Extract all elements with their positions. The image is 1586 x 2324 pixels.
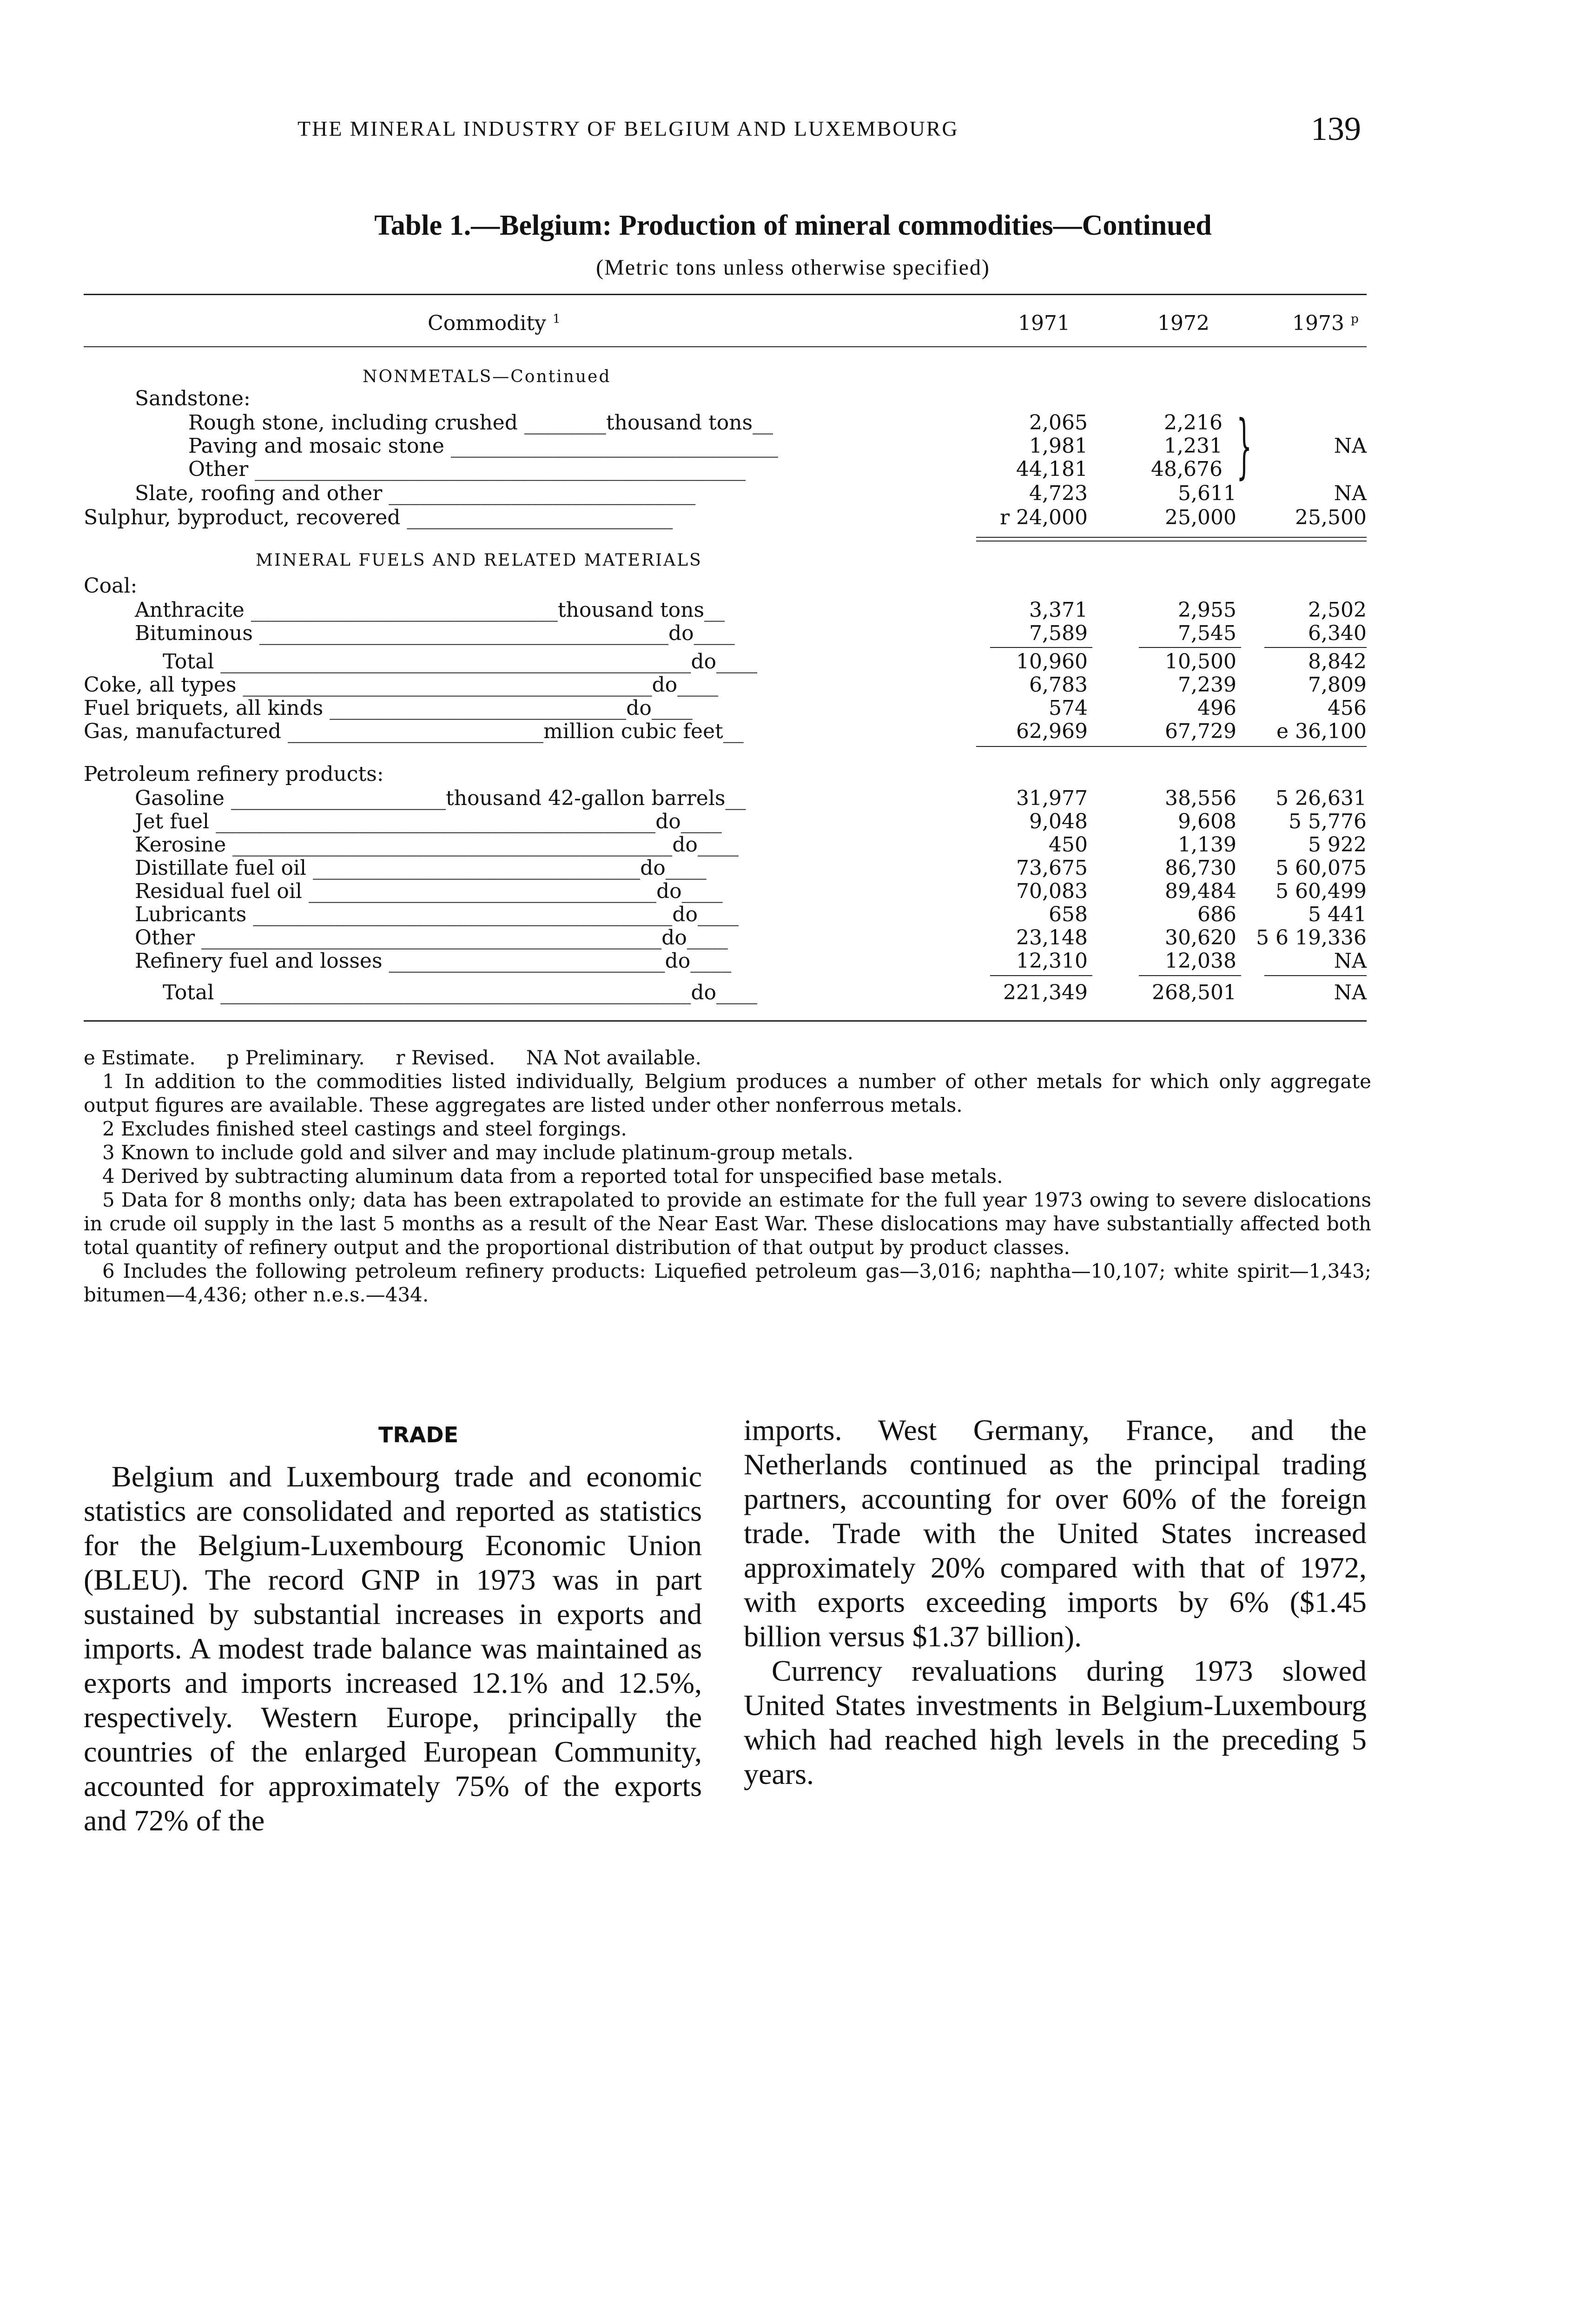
table-row: Jet fuel ___________________________________________do____ 9,048 9,608 5 5,776 xyxy=(135,810,1367,833)
sum-rule xyxy=(1139,647,1241,648)
table-row: Total ______________________________________________do____ 221,349 268,501 NA xyxy=(163,981,1367,1004)
section-mineral-fuels: MINERAL FUELS AND RELATED MATERIALS xyxy=(256,551,702,570)
table-subtitle: (Metric tons unless otherwise specified) xyxy=(596,255,990,280)
table-row: Anthracite ______________________________thousand tons__ 3,371 2,955 2,502 xyxy=(135,598,1367,622)
table-header-rule xyxy=(84,346,1367,347)
column-header-commodity: Commodity $^1$ xyxy=(428,311,561,335)
column-header-1973: 1973 $^p$ xyxy=(1292,311,1359,335)
sum-rule xyxy=(1139,975,1241,976)
table-row: Bituminous ________________________________________do____ 7,589 7,545 6,340 xyxy=(135,621,1367,645)
section-nonmetals: NONMETALS—Continued xyxy=(363,367,611,386)
table-row: Distillate fuel oil ________________________________do____ 73,675 86,730 5 60,075 xyxy=(135,856,1367,880)
section-rule xyxy=(976,746,1367,747)
table-row: Gasoline _____________________thousand 42-gallon barrels__ 31,977 38,556 5 26,631 xyxy=(135,786,1367,810)
footnote-4: 4 Derived by subtracting aluminum data from a reported total for unspecified base metals. xyxy=(102,1165,1003,1188)
body-column-right xyxy=(744,1413,1367,1791)
running-title: THE MINERAL INDUSTRY OF BELGIUM AND LUXEMBOURG xyxy=(297,117,959,140)
sum-rule xyxy=(990,975,1092,976)
paragraph: imports. West Germany, France, and the Netherlands continued as the principal trading partners, accounting for over 60% of the foreign trade. Trade with the United States increased approximately 20% compared with that of 1972, with exports exceeding imports by 6% ($1.45 billion versus $1.37 billion). xyxy=(744,1413,1367,1653)
footnote-1: 1 In addition to the commodities listed individually, Belgium produces a number of other metals for which only aggregate output figures are available. These aggregates are listed under other nonferrous metals. xyxy=(84,1070,1371,1116)
section-rule xyxy=(976,537,1367,538)
table-row: Sulphur, byproduct, recovered __________________________ r 24,000 25,000 25,500 xyxy=(84,506,1367,529)
table-row: Rough stone, including crushed ________thousand tons__ 2,065 2,216 xyxy=(188,411,1223,435)
sum-rule xyxy=(1264,647,1367,648)
table-row: Fuel briquets, all kinds _____________________________do____ 574 496 456 xyxy=(84,696,1367,720)
body-column-left xyxy=(84,1459,702,1838)
table-row: Coal: xyxy=(84,574,138,598)
table-row: Residual fuel oil __________________________________do____ 70,083 89,484 5 60,499 xyxy=(135,879,1367,903)
table-row: Other ________________________________________________ 44,181 48,676 xyxy=(188,457,1223,481)
table-row: Sandstone: xyxy=(135,387,251,410)
column-header-1972: 1972 xyxy=(1157,311,1209,335)
table-row: Petroleum refinery products: xyxy=(84,762,384,786)
table-row: Refinery fuel and losses ___________________________do____ 12,310 12,038 NA xyxy=(135,949,1367,973)
footnote-legend: e Estimate. p Preliminary. r Revised. NA Not available. xyxy=(84,1046,701,1069)
table-row: Paving and mosaic stone ________________________________ 1,981 1,231 NA xyxy=(188,434,1367,458)
table-bottom-rule xyxy=(84,1020,1367,1022)
column-header-1971: 1971 xyxy=(1018,311,1070,335)
table-row: Slate, roofing and other ______________________________ 4,723 5,611 NA xyxy=(135,482,1367,505)
paragraph: Belgium and Luxembourg trade and economic statistics are consolidated and reported as statistics for the Belgium-Luxembourg Economic Union (BLEU). The record GNP in 1973 was in part sustained by substantial increases in exports and imports. A modest trade balance was maintained as exports and imports increased 12.1% and 12.5%, respectively. Western Europe, principally the countries of the enlarged European Community, accounted for approximately 75% of the exports and 72% of the xyxy=(84,1460,702,1837)
sum-rule xyxy=(990,647,1092,648)
table-title: Table 1.—Belgium: Production of mineral commodities—Continued xyxy=(374,210,1212,241)
table-row: Total ______________________________________________do____ 10,960 10,500 8,842 xyxy=(163,650,1367,673)
footnote-5: 5 Data for 8 months only; data has been extrapolated to provide an estimate for the full year 1973 owing to severe dislocations in crude oil supply in the last 5 months as a result of the Near East War. These dislocations may have substantially affected both total quantity of refinery output and the proportional distribution of that output by product classes. xyxy=(84,1188,1371,1259)
section-heading-trade: TRADE xyxy=(378,1422,458,1447)
table-top-rule xyxy=(84,294,1367,295)
table-row: Gas, manufactured _________________________million cubic feet__ 62,969 67,729 e 36,100 xyxy=(84,720,1367,743)
table-row: Other _____________________________________________do____ 23,148 30,620 5 6 19,336 xyxy=(135,926,1367,950)
table-row: Kerosine ___________________________________________do____ 450 1,139 5 922 xyxy=(135,833,1367,857)
table-row: Lubricants _________________________________________do____ 658 686 5 441 xyxy=(135,903,1367,926)
page-number: 139 xyxy=(1311,110,1361,147)
paragraph: Currency revaluations during 1973 slowed United States investments in Belgium-Luxembourg which had reached high levels in the preceding 5 years. xyxy=(744,1654,1367,1790)
table-footnotes xyxy=(84,1046,1371,1307)
footnote-3: 3 Known to include gold and silver and may include platinum-group metals. xyxy=(102,1141,853,1164)
sum-rule xyxy=(1264,975,1367,976)
footnote-2: 2 Excludes finished steel castings and steel forgings. xyxy=(102,1117,627,1140)
brace-icon: } xyxy=(1236,406,1252,487)
footnote-6: 6 Includes the following petroleum refinery products: Liquefied petroleum gas—3,016; naphtha—10,107; white spirit—1,343; bitumen—4,436; other n.e.s.—434. xyxy=(84,1260,1371,1306)
table-row: Coke, all types ________________________________________do____ 6,783 7,239 7,809 xyxy=(84,673,1367,697)
